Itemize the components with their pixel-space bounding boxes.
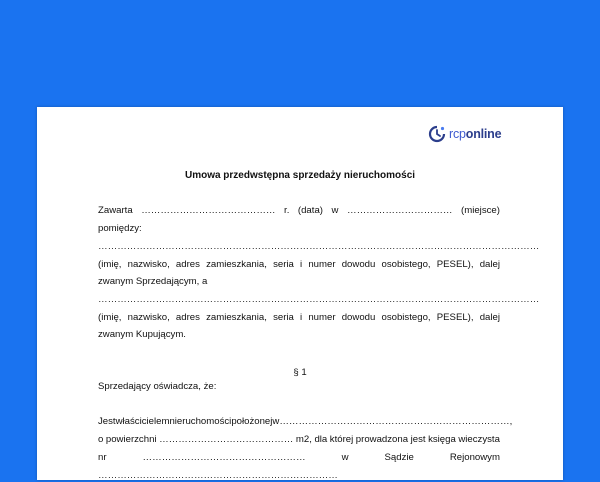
line-seller-declares: Sprzedający oświadcza, że: [98, 381, 217, 392]
word: nieruchomości [169, 416, 232, 427]
line-dots-court: ………………………………………………………………… [98, 470, 338, 481]
word: nazwisko, [127, 259, 170, 270]
word: adres [175, 259, 200, 270]
section-heading: § 1 [293, 367, 307, 378]
word: Sądzie [384, 452, 414, 463]
word: i [300, 259, 303, 270]
word: numer [308, 312, 336, 323]
clock-logo-icon [428, 125, 446, 143]
line-buyer-info [98, 312, 500, 324]
document-title: Umowa przedwstępna sprzedaży nieruchomości [184, 170, 416, 181]
word: adres [175, 312, 200, 323]
word: …………………………………… [141, 205, 276, 216]
word: seria [273, 312, 294, 323]
word: powierzchni [105, 434, 157, 445]
word: osobistego, [381, 312, 431, 323]
word: dowodu [341, 312, 376, 323]
line-dots-buyer: ………………………………………………………………………………………………………………………… [98, 294, 540, 305]
word: dowodu [341, 259, 376, 270]
word: dalej [479, 259, 500, 270]
word: (imię, [98, 259, 122, 270]
word: …………………………………………… [142, 452, 306, 463]
word: księga [428, 434, 456, 445]
line-seller-info [98, 259, 500, 271]
word: …………………………………… [159, 434, 294, 445]
word: i [300, 312, 303, 323]
word: m2, [295, 434, 312, 445]
word: seria [273, 259, 294, 270]
word: r. [284, 205, 290, 216]
word: właścicielem [115, 416, 170, 427]
word: PESEL), [436, 312, 474, 323]
word: w [331, 205, 339, 216]
word: osobistego, [381, 259, 431, 270]
word: jest [410, 434, 426, 445]
line-area [98, 434, 500, 446]
word: numer [308, 259, 336, 270]
word: (data) [297, 205, 323, 216]
word: w [272, 416, 280, 427]
word: Rejonowym [449, 452, 500, 463]
word: której [329, 434, 354, 445]
word: Zawarta [98, 205, 133, 216]
word: położonej [231, 416, 273, 427]
word: dla [314, 434, 328, 445]
word: (miejsce) [461, 205, 500, 216]
line-pomiedzy: pomiędzy: [98, 223, 142, 234]
word: zamieszkania, [206, 259, 267, 270]
word: o [98, 434, 104, 445]
word: wieczysta [458, 434, 500, 445]
word: zamieszkania, [206, 312, 267, 323]
line-buyer-named: zwanym Kupującym. [98, 329, 186, 340]
word: …………………………… [346, 205, 453, 216]
word: PESEL), [436, 259, 474, 270]
word: dalej [479, 312, 500, 323]
word: Jest [98, 416, 116, 427]
word: w [341, 452, 349, 463]
line-owner [98, 416, 513, 428]
word: prowadzona [355, 434, 409, 445]
logo-text: rcponline [449, 127, 502, 141]
word: (imię, [98, 312, 122, 323]
line-registry [98, 452, 500, 464]
word: ………………………………………………………………, [279, 416, 513, 427]
line-seller-named: zwanym Sprzedającym, a [98, 276, 208, 287]
word: nr [98, 452, 107, 463]
line-dots-seller: ………………………………………………………………………………………………………………………… [98, 241, 540, 252]
rcponline-logo [428, 125, 501, 143]
line-zawarta [98, 205, 500, 217]
word: nazwisko, [127, 312, 170, 323]
